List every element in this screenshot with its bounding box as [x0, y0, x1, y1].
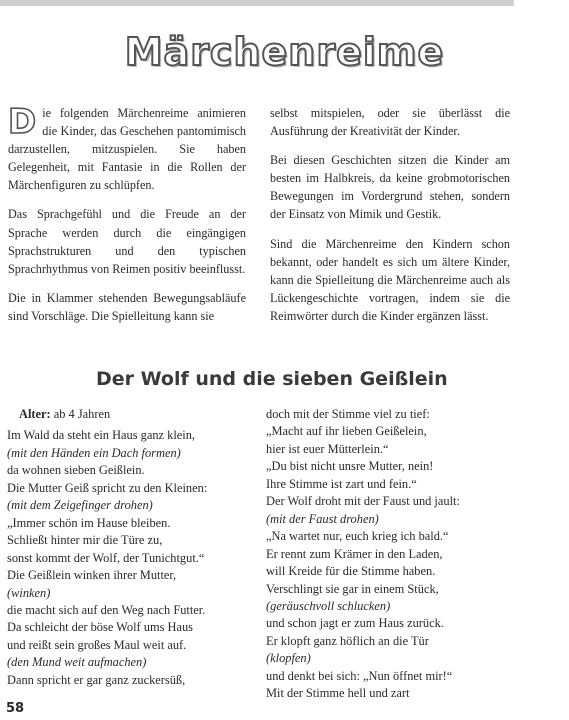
verse-lines-left: [7, 427, 257, 689]
verse-line: (klopfen): [266, 651, 311, 666]
verse-line: „Na wartet nur, euch krieg ich bald.“: [266, 529, 449, 544]
verse-line: Da schleicht der böse Wolf ums Haus: [7, 620, 193, 635]
verse-line: Die Geißlein winken ihrer Mutter,: [7, 568, 177, 583]
verse-line: hier ist euer Mütterlein.“: [266, 441, 389, 456]
verse-line: die macht sich auf den Weg nach Futter.: [7, 602, 206, 617]
verse-line: Die Mutter Geiß spricht zu den Kleinen:: [7, 480, 208, 495]
page-number: 58: [6, 701, 25, 716]
verse-lines-right: [266, 406, 516, 703]
intro-paragraph-5: Bei diesen Geschichten sitzen die Kinder am besten im Halbkreis, da keine grobmotorischen Bewegungen im Vordergrund stehen, sondern der Einsatz von Mimik und Gestik.: [270, 153, 510, 222]
verse-line: und reißt sein großes Maul weit auf.: [7, 637, 187, 652]
intro-column-right: [270, 104, 510, 336]
verse-line: doch mit der Stimme viel zu tief:: [266, 407, 430, 421]
verse-line: Im Wald da steht ein Haus ganz klein,: [7, 428, 196, 443]
verse-line: (den Mund weit aufmachen): [7, 655, 147, 670]
story-column-left: [7, 406, 257, 689]
intro-paragraph-2: Das Sprachgefühl und die Freude an der Sprache werden durch die eingängigen Sprachstrukturen und den typischen Sprachrhythmus von Reimen positiv beeinflusst.: [8, 207, 246, 276]
story-column-right: [266, 406, 516, 703]
verse-line: (mit der Faust drohen): [266, 511, 379, 526]
intro-paragraph-4: selbst mitspielen, oder sie überlässt die Ausführung der Kreativität der Kinder.: [270, 106, 510, 139]
verse-line: will Kreide für die Stimme haben.: [266, 564, 436, 579]
verse-line: (mit dem Zeigefinger drohen): [7, 498, 153, 513]
verse-line: Er rennt zum Krämer in den Laden,: [266, 546, 443, 561]
intro-paragraph-6: Sind die Märchenreime den Kindern schon bekannt, oder handelt es sich um ältere Kinder, kann die Spielleitung die Märchenreime auch als Lückengeschichte vortragen, indem sie die Reimwörter durch die Kinder ergänzen lässt.: [270, 236, 510, 323]
verse-line: „Immer schön im Hause bleiben.: [7, 515, 171, 530]
intro-paragraph-1-text: ie folgenden Märchenreime animieren die Kinder, das Geschehen pantomimisch darzustellen, mitzuspielen. Sie haben Gelegenheit, mit Fantasie in die Rollen der Märchenfiguren zu schlüpfen.: [8, 106, 246, 193]
page-title: Märchenreime: [124, 30, 445, 74]
intro-paragraph-1: [8, 104, 246, 194]
verse-line: und schon jagt er zum Haus zurück.: [266, 616, 444, 631]
verse-line: Er klopft ganz höflich an die Tür: [266, 633, 429, 648]
verse-line: Dann spricht er gar ganz zuckersüß,: [7, 672, 186, 687]
intro-column-left: [8, 104, 246, 336]
verse-line: und denkt bei sich: „Nun öffnet mir!“: [266, 668, 453, 683]
verse-line: Ihre Stimme ist zart und fein.“: [266, 476, 417, 491]
title-area: [0, 30, 569, 74]
age-info: [19, 406, 257, 423]
intro-paragraph-3: Die in Klammer stehenden Bewegungsabläufe sind Vorschläge. Die Spielleitung kann sie: [8, 290, 246, 323]
verse-line: (geräuschvoll schlucken): [266, 598, 391, 613]
top-rule: [0, 0, 514, 6]
verse-line: „Du bist nicht unsre Mutter, nein!: [266, 459, 434, 474]
verse-line: Mit der Stimme hell und zart: [266, 686, 410, 701]
verse-line: (winken): [7, 585, 51, 600]
verse-line: Verschlingt sie gar in einem Stück,: [266, 581, 439, 596]
age-value: ab 4 Jahren: [50, 407, 111, 421]
verse-line: sonst kommt der Wolf, der Tunichtgut.“: [7, 550, 205, 565]
story-title: Der Wolf und die sieben Geißlein: [96, 368, 448, 390]
verse-line: Der Wolf droht mit der Faust und jault:: [266, 494, 460, 509]
verse-line: „Macht auf ihr lieben Geißelein,: [266, 424, 427, 439]
verse-line: da wohnen sieben Geißlein.: [7, 463, 145, 478]
drop-cap: D: [8, 102, 37, 142]
age-label: Alter:: [19, 407, 51, 421]
verse-line: (mit den Händen ein Dach formen): [7, 445, 181, 460]
verse-line: Schließt hinter mir die Türe zu,: [7, 533, 163, 548]
